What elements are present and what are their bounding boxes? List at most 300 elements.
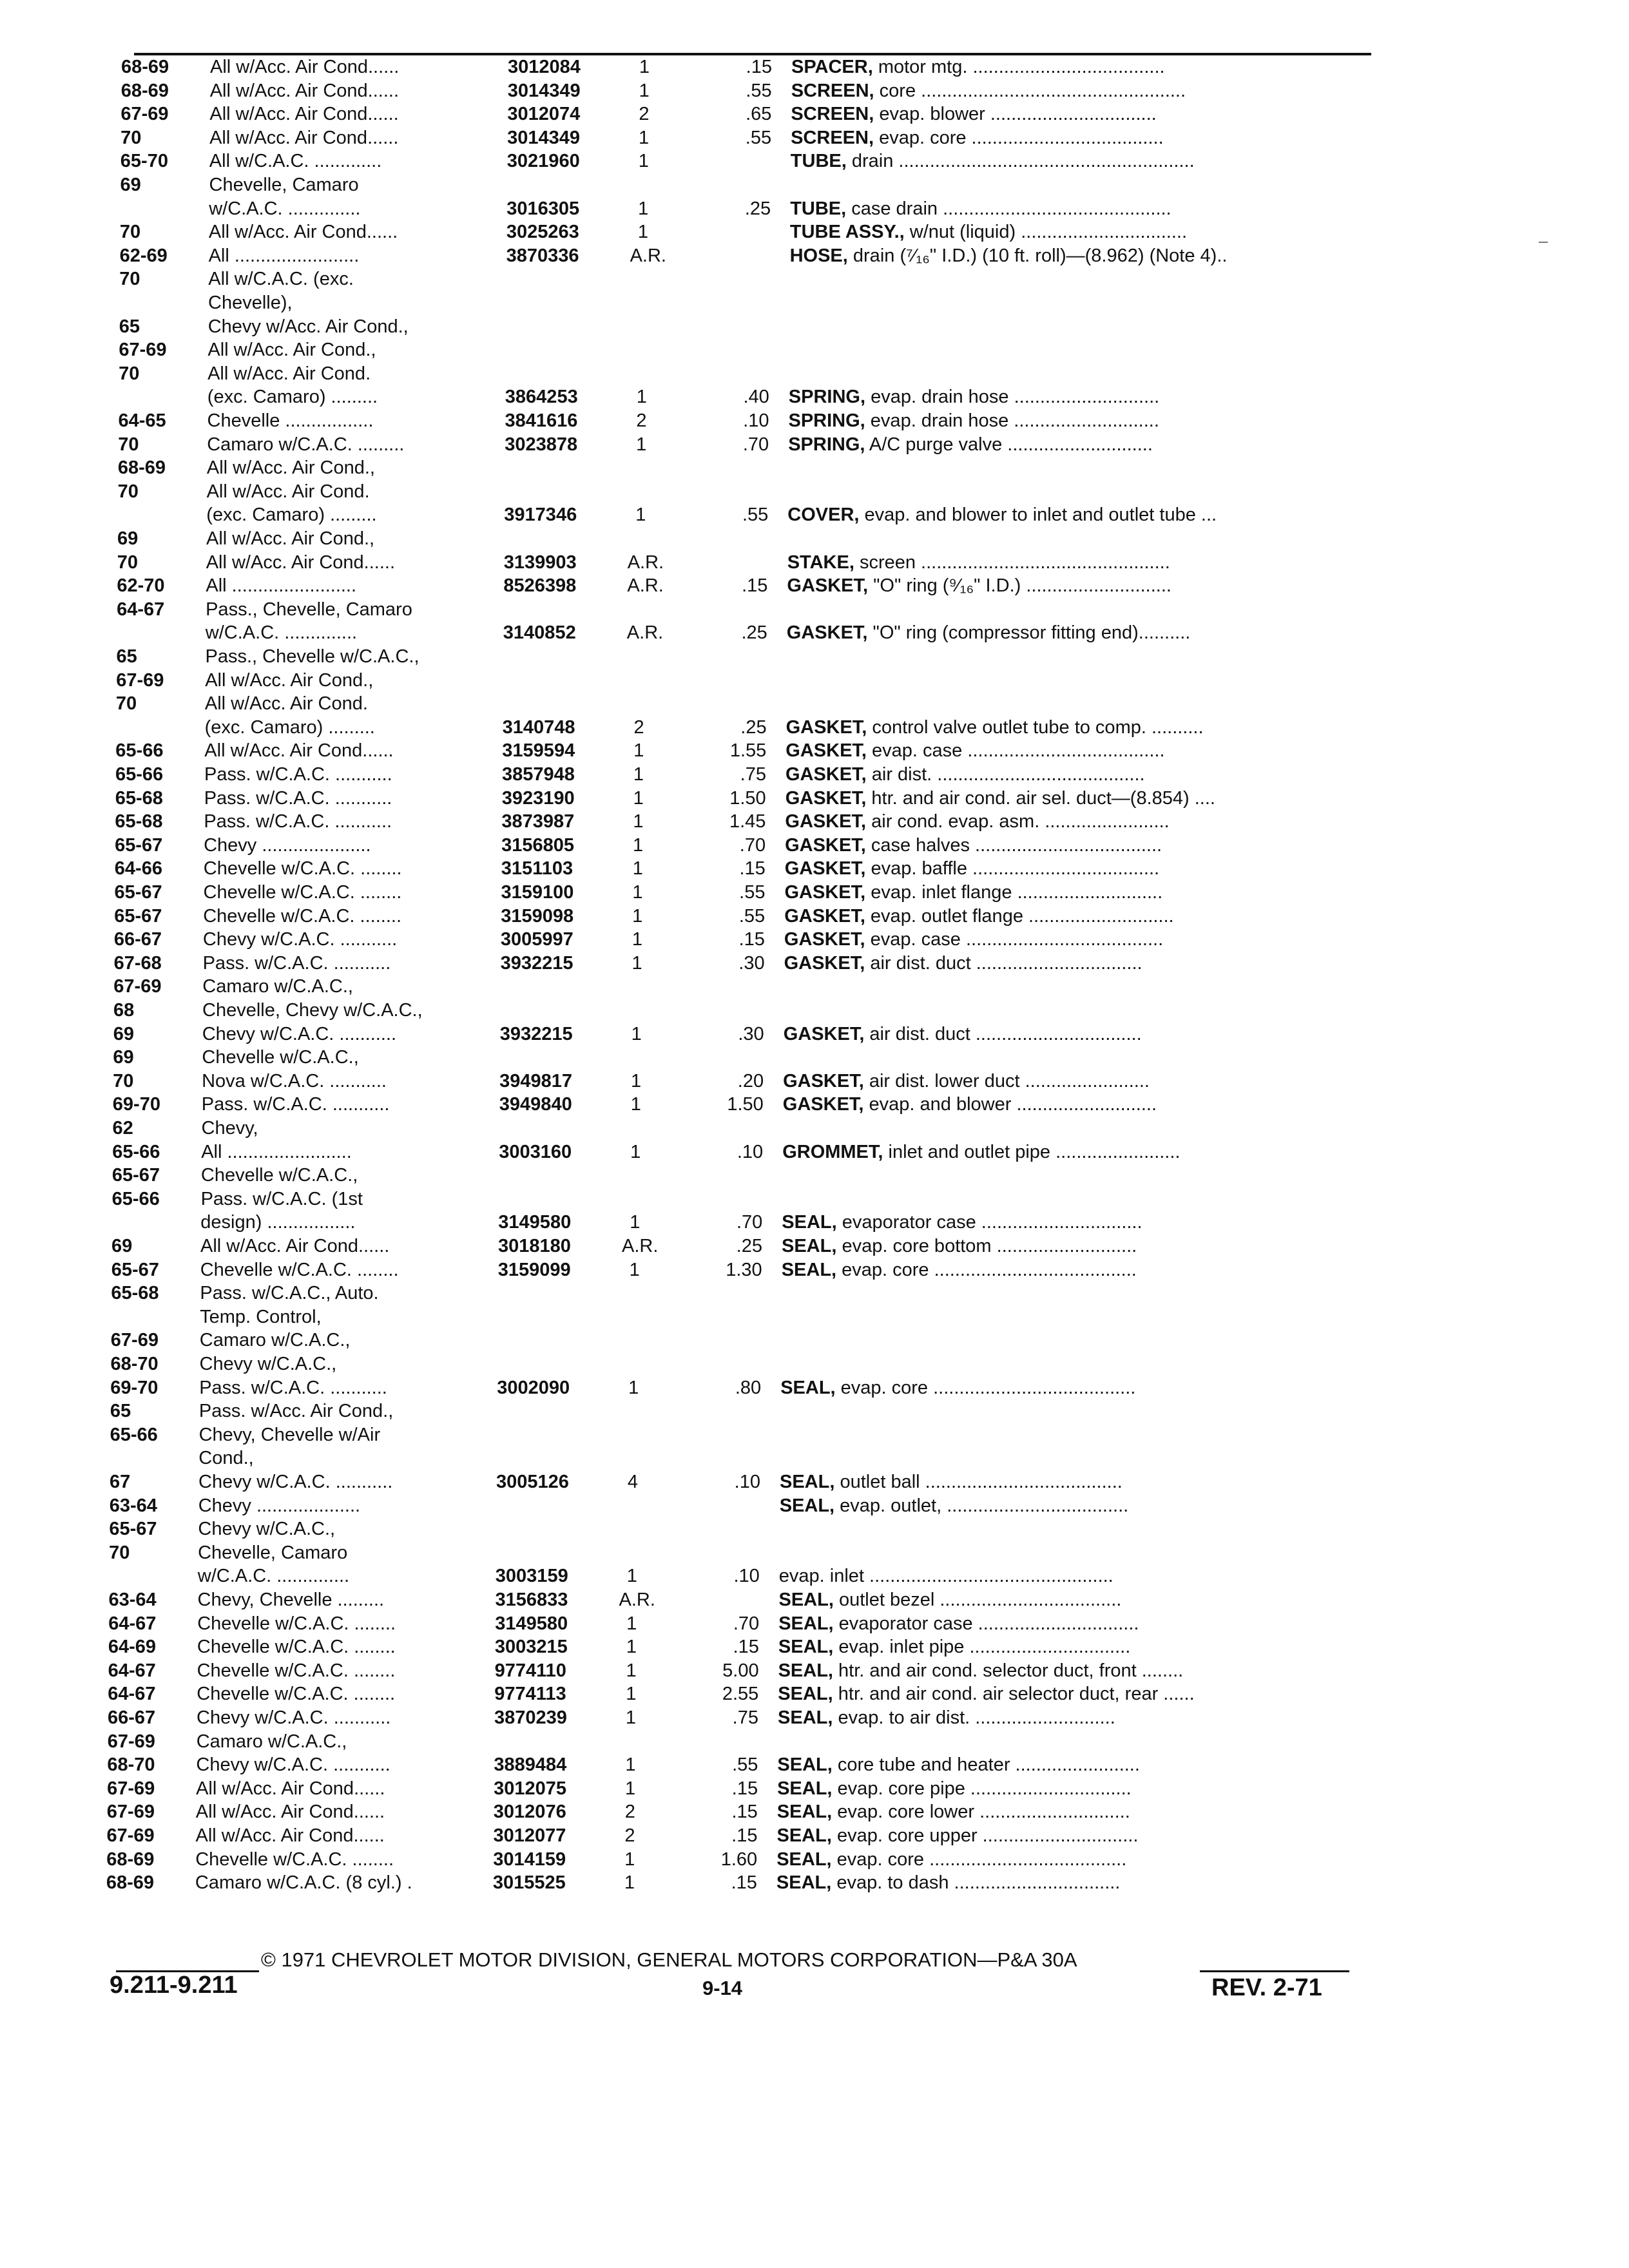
quantity-cell: 1: [626, 1684, 637, 1705]
year-cell: 65-66: [115, 764, 164, 785]
part-name: GASKET,: [784, 882, 866, 903]
model-cell: Chevelle w/C.A.C. ........: [200, 1259, 399, 1280]
part-name: SEAL,: [780, 1472, 835, 1492]
price-cell: .15: [731, 1825, 758, 1846]
year-cell: 65-67: [111, 1259, 159, 1280]
description-cell: [778, 1706, 1371, 1729]
part-number-cell: 3025263: [506, 222, 579, 243]
part-number-cell: 3949840: [499, 1094, 572, 1115]
price-cell: .70: [736, 1212, 763, 1233]
price-cell: .75: [740, 764, 766, 785]
price-cell: .55: [746, 80, 772, 101]
description-cell: [786, 739, 1378, 762]
part-description: htr. and air cond. air selector duct, rear ......: [833, 1684, 1195, 1705]
model-cell: Chevelle w/C.A.C.,: [200, 1165, 358, 1186]
part-description: screen ................................................: [854, 552, 1170, 573]
table-row: [106, 1871, 1395, 1894]
part-number-cell: 3003159: [495, 1566, 568, 1587]
part-name: SEAL,: [777, 1778, 833, 1799]
part-number-cell: 3917346: [504, 505, 577, 526]
quantity-cell: 1: [625, 1778, 636, 1799]
part-name: GASKET,: [786, 716, 867, 738]
part-name: SCREEN,: [791, 127, 874, 148]
table-row: [113, 999, 1402, 1022]
table-row: [119, 267, 1408, 291]
part-description: evaporator case ...............................: [833, 1613, 1139, 1634]
part-description: evap. core bottom ...........................: [836, 1236, 1137, 1256]
model-cell: All w/Acc. Air Cond.: [206, 481, 370, 502]
price-cell: .75: [732, 1707, 758, 1728]
model-cell: Chevy, Chevelle .........: [197, 1590, 385, 1610]
part-description: A/C purge valve ............................: [865, 434, 1153, 455]
part-name: SPRING,: [788, 410, 865, 431]
price-cell: .10: [737, 1141, 764, 1162]
part-number-cell: 3140748: [502, 716, 575, 738]
part-description: inlet and outlet pipe ........................: [883, 1141, 1181, 1162]
model-cell: All w/Acc. Air Cond......: [210, 57, 400, 77]
part-name: GROMMET,: [782, 1141, 883, 1162]
part-number-cell: 3023878: [505, 434, 578, 455]
quantity-cell: 1: [636, 387, 647, 408]
table-row: [119, 409, 1407, 432]
model-cell: Chevelle w/C.A.C. ........: [197, 1660, 396, 1681]
part-description: evap. outlet flange ............................: [865, 905, 1174, 927]
table-row: [118, 456, 1407, 479]
model-cell: Chevelle w/C.A.C. ........: [203, 858, 402, 879]
year-cell: 67: [110, 1472, 131, 1492]
quantity-cell: 2: [624, 1825, 635, 1846]
description-cell: [778, 1682, 1371, 1706]
model-cell: Chevy .....................: [204, 834, 371, 856]
table-row: [117, 621, 1405, 644]
table-row: [113, 1046, 1402, 1069]
year-cell: 65-68: [111, 1283, 159, 1304]
price-cell: 1.50: [727, 1094, 764, 1115]
part-name: SEAL,: [782, 1212, 837, 1233]
model-cell: Pass. w/Acc. Air Cond.,: [198, 1401, 394, 1422]
model-cell: Pass. w/C.A.C. ...........: [204, 787, 392, 809]
description-cell: [786, 787, 1378, 810]
quantity-cell: 1: [629, 1259, 640, 1280]
table-row: [106, 1848, 1395, 1871]
model-cell: Camaro w/C.A.C.,: [196, 1731, 347, 1752]
part-description: air cond. evap. asm. ........................: [866, 811, 1170, 832]
part-name: COVER,: [787, 505, 860, 526]
description-cell: [783, 1070, 1376, 1093]
model-cell: All w/Acc. Air Cond......: [195, 1825, 385, 1846]
quantity-cell: A.R.: [627, 575, 664, 597]
footer-rule-right: [1200, 1970, 1349, 1972]
part-name: GASKET,: [785, 834, 866, 856]
table-row: [111, 1282, 1400, 1305]
part-number-cell: 3018180: [498, 1236, 571, 1256]
year-cell: 68-70: [107, 1754, 155, 1776]
part-description: evap. core .......................................: [836, 1259, 1137, 1280]
part-number-cell: 3159594: [502, 740, 575, 762]
year-cell: 68-69: [120, 80, 169, 101]
quantity-cell: 1: [632, 905, 643, 927]
part-description: drain .........................................................: [846, 151, 1195, 172]
price-cell: .15: [731, 1778, 758, 1799]
part-number-cell: 3012074: [507, 104, 581, 125]
quantity-cell: 1: [631, 1070, 642, 1091]
quantity-cell: 1: [635, 505, 646, 526]
table-row: [109, 1517, 1398, 1541]
part-name: SEAL,: [776, 1825, 832, 1846]
part-name: GASKET,: [784, 858, 866, 879]
year-cell: 67-69: [106, 1825, 155, 1846]
model-cell: Pass. w/C.A.C. ...........: [204, 811, 392, 832]
year-cell: 69: [117, 528, 139, 549]
part-name: SPACER,: [791, 57, 873, 77]
table-row: [121, 55, 1410, 79]
part-name: GASKET,: [787, 575, 869, 597]
quantity-cell: 1: [639, 57, 650, 77]
quantity-cell: 2: [636, 410, 647, 431]
part-description: evap. case ......................................: [866, 740, 1165, 762]
part-name: GASKET,: [785, 811, 867, 832]
year-cell: 70: [117, 552, 138, 573]
model-cell: Chevelle w/C.A.C. ........: [195, 1849, 394, 1870]
model-cell: Chevy w/C.A.C. ...........: [198, 1472, 393, 1492]
part-name: SEAL,: [777, 1754, 833, 1776]
part-description: case halves ....................................: [865, 834, 1162, 856]
table-row: [112, 1187, 1401, 1211]
model-cell: Camaro w/C.A.C.,: [202, 976, 353, 997]
part-number-cell: 3857948: [502, 764, 575, 785]
part-description: outlet ball ......................................: [834, 1472, 1123, 1492]
description-cell: [780, 1494, 1373, 1517]
part-description: evap. and blower ...........................: [863, 1094, 1157, 1115]
model-cell: w/C.A.C. ..............: [205, 622, 358, 644]
year-cell: 65-67: [111, 1165, 160, 1186]
year-cell: 67-69: [119, 340, 167, 361]
part-number-cell: 3949817: [499, 1070, 572, 1091]
table-row: [107, 1777, 1396, 1800]
part-number-cell: 3139903: [503, 552, 577, 573]
year-cell: 67-69: [120, 104, 169, 125]
quantity-cell: 1: [631, 952, 642, 974]
description-cell: [790, 244, 1383, 267]
model-cell: Chevy w/C.A.C.,: [198, 1519, 336, 1540]
quantity-cell: 1: [638, 151, 649, 172]
model-cell: design) .................: [200, 1212, 356, 1233]
price-cell: .70: [733, 1613, 760, 1634]
description-cell: [778, 1659, 1371, 1682]
part-name: GASKET,: [783, 1023, 865, 1044]
part-number-cell: 3149580: [498, 1212, 572, 1233]
part-name: SEAL,: [778, 1684, 833, 1705]
description-cell: [784, 952, 1377, 975]
part-number-cell: 3923190: [501, 787, 575, 809]
table-row: [120, 126, 1409, 149]
quantity-cell: 1: [632, 858, 643, 879]
price-cell: .55: [739, 882, 766, 903]
model-cell: Chevelle, Camaro: [209, 175, 359, 195]
price-cell: .80: [735, 1377, 762, 1398]
model-cell: All w/Acc. Air Cond......: [209, 104, 399, 125]
part-number-cell: 3159098: [501, 905, 574, 927]
description-cell: [791, 149, 1383, 173]
table-row: [111, 1329, 1400, 1352]
price-cell: .15: [733, 1637, 759, 1658]
part-name: SEAL,: [778, 1637, 834, 1658]
part-description: evap. core .......................................: [835, 1377, 1136, 1398]
model-cell: Chevelle w/C.A.C. ........: [203, 882, 402, 903]
part-description: htr. and air cond. air sel. duct—(8.854) ....: [866, 787, 1215, 809]
price-cell: .15: [731, 1802, 758, 1823]
year-cell: 66-67: [108, 1707, 156, 1728]
table-row: [118, 433, 1407, 456]
table-row: [111, 1211, 1400, 1234]
table-row: [110, 1494, 1398, 1517]
year-cell: 65-66: [115, 740, 164, 762]
part-name: SEAL,: [776, 1802, 833, 1823]
model-cell: Pass. w/C.A.C. (1st: [200, 1188, 363, 1209]
part-name: SEAL,: [782, 1236, 837, 1256]
table-row: [112, 1164, 1401, 1187]
part-number-cell: 3021960: [506, 151, 580, 172]
year-cell: 65-70: [120, 151, 168, 172]
price-cell: 5.00: [722, 1660, 759, 1681]
part-description: air dist. duct ................................: [864, 1023, 1142, 1044]
price-cell: .15: [746, 57, 772, 77]
part-description: htr. and air cond. selector duct, front ........: [833, 1660, 1184, 1681]
part-name: SCREEN,: [791, 80, 874, 101]
description-cell: [778, 1612, 1371, 1635]
part-description: evap. outlet, ...................................: [834, 1495, 1129, 1516]
part-description: evap. inlet flange ............................: [865, 882, 1163, 903]
table-row: [113, 1117, 1402, 1140]
part-name: SEAL,: [778, 1613, 834, 1634]
quantity-cell: 2: [639, 104, 650, 125]
price-cell: .10: [743, 410, 769, 431]
year-cell: 65-66: [112, 1141, 160, 1162]
quantity-cell: 1: [633, 764, 644, 785]
year-cell: 67-69: [110, 1330, 159, 1351]
description-cell: [782, 1258, 1374, 1282]
model-cell: Chevelle w/C.A.C. ........: [197, 1613, 396, 1634]
table-row: [109, 1588, 1398, 1611]
table-row: [119, 338, 1407, 361]
description-cell: [789, 385, 1382, 408]
part-number-cell: 3932215: [499, 1023, 573, 1044]
year-cell: 65: [116, 646, 137, 667]
price-cell: 1.30: [726, 1259, 762, 1280]
part-description: air dist. lower duct ........................: [863, 1070, 1150, 1091]
part-description: air dist. ........................................: [866, 764, 1145, 785]
model-cell: All w/Acc. Air Cond......: [200, 1236, 390, 1256]
table-row: [110, 1470, 1398, 1494]
part-number-cell: 3149580: [495, 1613, 568, 1634]
price-cell: .70: [742, 434, 769, 455]
year-cell: 70: [119, 269, 140, 290]
model-cell: All w/Acc. Air Cond.: [204, 693, 368, 715]
description-cell: [785, 881, 1378, 904]
part-description: core tube and heater ........................: [832, 1754, 1140, 1776]
model-cell: All ........................: [206, 575, 357, 597]
price-cell: .20: [737, 1070, 764, 1091]
model-cell: Chevelle w/C.A.C. ........: [203, 905, 402, 927]
table-row: [107, 1753, 1396, 1776]
model-cell: w/C.A.C. ..............: [209, 198, 361, 219]
price-cell: 2.55: [722, 1684, 759, 1705]
description-cell: [789, 409, 1382, 432]
part-number-cell: 3870336: [506, 245, 579, 266]
quantity-cell: 1: [626, 1566, 637, 1587]
part-description: core ...................................................: [874, 80, 1186, 101]
quantity-cell: A.R.: [630, 245, 666, 266]
table-row: [108, 1706, 1396, 1729]
description-cell: [791, 102, 1383, 126]
year-cell: 67-69: [116, 669, 164, 691]
model-cell: Chevy w/C.A.C.,: [199, 1354, 337, 1374]
price-cell: .25: [740, 716, 767, 738]
description-cell: [779, 1588, 1372, 1611]
margin-mark: [1539, 242, 1548, 243]
part-description: evap. case ......................................: [865, 929, 1164, 950]
table-row: [114, 905, 1403, 928]
quantity-cell: 1: [630, 1094, 641, 1115]
table-row: [111, 1305, 1400, 1329]
description-cell: [777, 1777, 1370, 1800]
year-cell: 64-67: [108, 1613, 157, 1634]
part-description: evaporator case ...............................: [836, 1212, 1142, 1233]
model-cell: Pass. w/C.A.C. ...........: [202, 952, 391, 974]
table-row: [108, 1612, 1397, 1635]
price-cell: .55: [732, 1754, 758, 1776]
part-number-cell: 3156833: [495, 1590, 568, 1610]
table-row: [108, 1730, 1396, 1753]
table-row: [115, 763, 1404, 786]
table-row: [116, 669, 1405, 692]
description-cell: [784, 905, 1377, 928]
year-cell: 64-67: [108, 1684, 156, 1705]
table-row: [113, 975, 1402, 998]
description-cell: [776, 1848, 1369, 1871]
model-cell: Chevelle w/C.A.C. ........: [197, 1637, 396, 1658]
quantity-cell: 2: [633, 716, 644, 738]
price-cell: .40: [743, 387, 769, 408]
model-cell: Chevelle),: [208, 293, 293, 313]
table-row: [120, 149, 1409, 173]
part-number-cell: 3151103: [501, 858, 574, 879]
model-cell: All w/Acc. Air Cond.,: [207, 340, 376, 361]
table-row: [116, 716, 1405, 739]
price-cell: 1.60: [720, 1849, 758, 1870]
year-cell: 67-69: [107, 1731, 155, 1752]
price-cell: .55: [745, 127, 772, 148]
table-row: [107, 1824, 1396, 1847]
table-row: [120, 173, 1409, 197]
year-cell: 70: [117, 481, 139, 502]
year-cell: 64-67: [108, 1660, 156, 1681]
table-row: [120, 102, 1409, 126]
model-cell: All ........................: [201, 1141, 352, 1162]
year-cell: 65-66: [110, 1424, 158, 1445]
price-cell: .15: [739, 858, 766, 879]
table-row: [114, 952, 1403, 975]
year-cell: 68-69: [121, 57, 169, 77]
description-cell: [777, 1800, 1370, 1823]
part-description: evap. to dash ................................: [831, 1872, 1121, 1894]
year-cell: 67-68: [113, 952, 162, 974]
model-cell: All w/Acc. Air Cond.,: [206, 528, 375, 549]
part-number-cell: 3012076: [493, 1802, 566, 1823]
year-cell: 63-64: [109, 1495, 157, 1516]
model-cell: Chevy w/C.A.C. ...........: [197, 1707, 391, 1728]
table-row: [110, 1376, 1399, 1399]
price-cell: .10: [734, 1472, 760, 1492]
part-description: evap. baffle ....................................: [865, 858, 1160, 879]
price-cell: .25: [744, 198, 771, 219]
quantity-cell: 1: [631, 929, 642, 950]
model-cell: Chevy,: [201, 1118, 258, 1139]
table-row: [117, 527, 1406, 550]
year-cell: 70: [113, 1070, 134, 1091]
table-row: [117, 598, 1405, 621]
year-cell: 69: [111, 1236, 133, 1256]
part-description: w/nut (liquid) ................................: [904, 222, 1188, 243]
part-name: SEAL,: [778, 1707, 833, 1728]
part-number-cell: 3012084: [508, 57, 581, 77]
year-cell: 64-67: [117, 599, 165, 620]
year-cell: 65: [110, 1401, 131, 1422]
part-name: GASKET,: [784, 952, 865, 974]
model-cell: Pass. w/C.A.C., Auto.: [200, 1283, 379, 1304]
model-cell: Pass. w/C.A.C. ...........: [199, 1377, 387, 1398]
quantity-cell: 1: [630, 1141, 641, 1162]
quantity-cell: 1: [632, 882, 643, 903]
model-cell: Camaro w/C.A.C.,: [199, 1330, 351, 1351]
table-row: [112, 1140, 1401, 1164]
part-number-cell: 3016305: [506, 198, 580, 219]
description-cell: [784, 1023, 1376, 1046]
part-name: STAKE,: [787, 552, 854, 573]
table-row: [115, 881, 1403, 904]
year-cell: 62-70: [117, 575, 165, 597]
year-cell: 69-70: [110, 1377, 159, 1398]
year-cell: 68: [113, 1000, 135, 1021]
model-cell: Camaro w/C.A.C. .........: [207, 434, 405, 455]
part-name: SEAL,: [781, 1259, 837, 1280]
quantity-cell: 1: [633, 787, 644, 809]
description-cell: [790, 197, 1383, 220]
part-number-cell: 3005997: [500, 929, 574, 950]
table-row: [110, 1423, 1399, 1446]
quantity-cell: A.R.: [622, 1236, 659, 1256]
quantity-cell: 1: [633, 811, 644, 832]
model-cell: Camaro w/C.A.C. (8 cyl.) .: [195, 1872, 412, 1894]
part-number-cell: 3140852: [503, 622, 576, 644]
table-row: [120, 197, 1409, 220]
description-cell: [785, 810, 1378, 833]
description-cell: [790, 220, 1383, 244]
part-description: evap. drain hose ............................: [865, 410, 1159, 431]
model-cell: (exc. Camaro) .........: [206, 505, 377, 526]
model-cell: Pass. w/C.A.C. ...........: [204, 764, 392, 785]
table-row: [119, 362, 1407, 385]
part-description: evap. inlet ...............................................: [778, 1566, 1113, 1587]
part-name: HOSE,: [789, 245, 848, 266]
table-row: [116, 692, 1405, 715]
table-row: [115, 787, 1404, 810]
table-row: [111, 1258, 1400, 1282]
model-cell: All w/Acc. Air Cond......: [196, 1778, 385, 1799]
description-cell: [787, 551, 1380, 574]
model-cell: Nova w/C.A.C. ...........: [202, 1070, 387, 1091]
model-cell: Cond.,: [198, 1448, 254, 1469]
